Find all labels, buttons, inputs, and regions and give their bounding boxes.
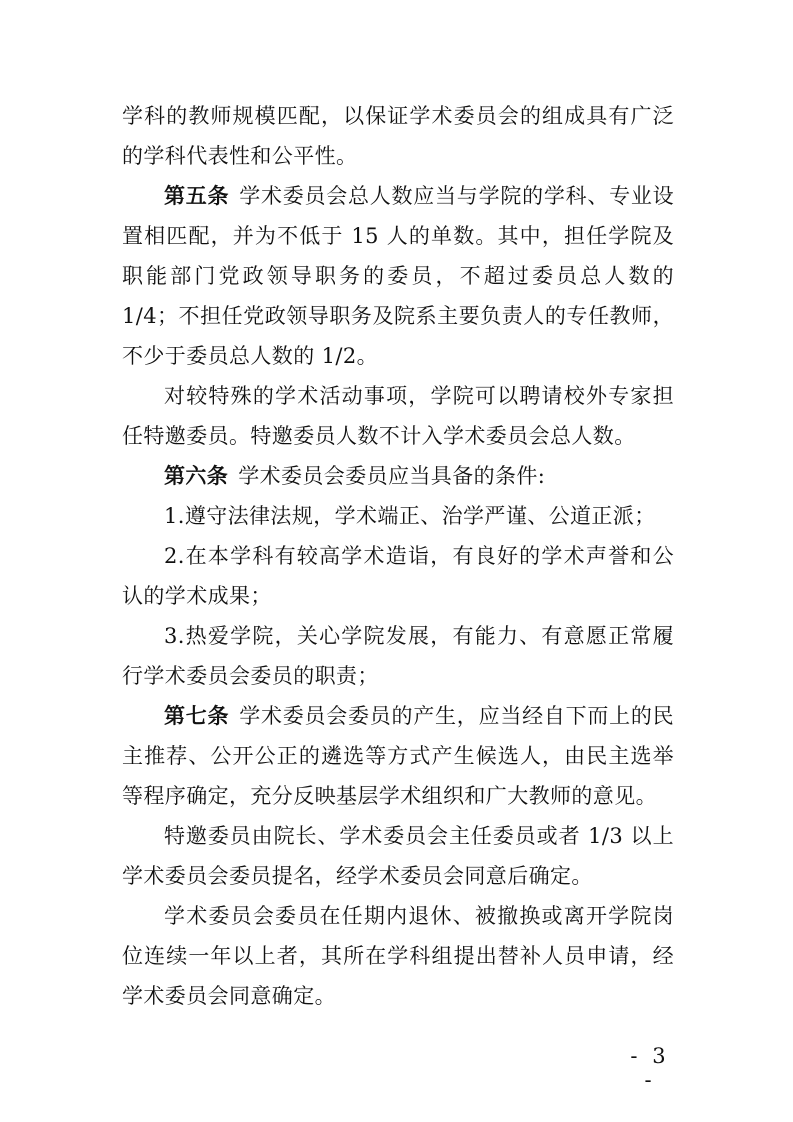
paragraph-text: 2.在本学科有较高学术造诣，有良好的学术声誉和公认的学术成果； [122, 544, 674, 608]
paragraph-text: 3.热爱学院，关心学院发展，有能力、有意愿正常履行学术委员会委员的职责； [122, 624, 674, 688]
paragraph-text: 学术委员会总人数应当与学院的学科、专业设置相匹配，并为不低于 15 人的单数。其中，担任学院及职能部门党政领导职务的委员，不超过委员总人数的 1/4；不担任党政领导职务及院系主要负责人的专任教师，不少于委员总人数的 1/2。 [122, 184, 674, 368]
paragraph-text: 特邀委员由院长、学术委员会主任委员或者 1/3 以上学术委员会委员提名，经学术委员会同意后确定。 [122, 824, 674, 888]
paragraph-text: 对较特殊的学术活动事项，学院可以聘请校外专家担任特邀委员。特邀委员人数不计入学术委员会总人数。 [122, 384, 674, 448]
paragraph-text: 学术委员会委员的产生，应当经自下而上的民主推荐、公开公正的遴选等方式产生候选人，由民主选举等程序确定，充分反映基层学术组织和广大教师的意见。 [122, 704, 674, 808]
document-body [122, 96, 674, 1016]
paragraph-continuation [122, 96, 674, 176]
special-members-paragraph [122, 376, 674, 456]
article-7-heading: 第七条 [164, 703, 230, 728]
article-7-paragraph [122, 696, 674, 816]
paragraph-text: 学术委员会委员应当具备的条件: [238, 464, 546, 488]
condition-item-3 [122, 616, 674, 696]
article-5-paragraph [122, 176, 674, 376]
special-members-nomination-paragraph [122, 816, 674, 896]
condition-item-1 [122, 496, 674, 536]
paragraph-text: 学术委员会委员在任期内退休、被撤换或离开学院岗位连续一年以上者，其所在学科组提出替补人员申请，经学术委员会同意确定。 [122, 904, 674, 1008]
paragraph-text: 1.遵守法律法规，学术端正、治学严谨、公道正派； [164, 504, 656, 528]
page-number: - 3 - [630, 1044, 670, 1092]
article-6-heading: 第六条 [164, 463, 229, 488]
condition-item-2 [122, 536, 674, 616]
article-5-heading: 第五条 [164, 183, 230, 208]
paragraph-text: 学科的教师规模匹配，以保证学术委员会的组成具有广泛的学科代表性和公平性。 [122, 104, 674, 168]
article-6-paragraph [122, 456, 674, 496]
replacement-paragraph [122, 896, 674, 1016]
